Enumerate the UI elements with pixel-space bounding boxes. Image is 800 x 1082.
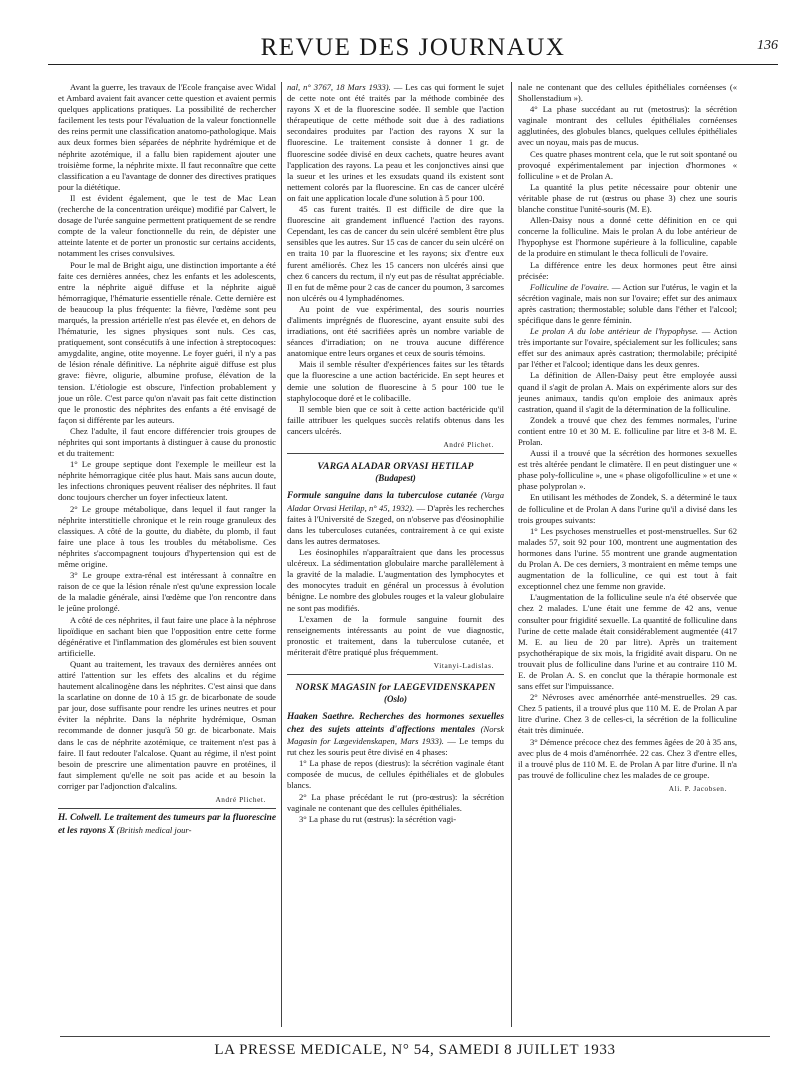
paragraph: Ces quatre phases montrent cela, que le rut soit spontané ou provoqué expérimentalement par injection d'hormones « folliculine » et de Prolan A. — [518, 148, 737, 181]
paragraph: Il semble bien que ce soit à cette action bactéricide qu'il faille attribuer les quelques succès relatifs obtenus dans les cancers ulcérés. — [287, 403, 504, 436]
paragraph-lead: Folliculine de l'ovaire. — [530, 281, 610, 292]
page-footer — [60, 1036, 770, 1060]
divider — [287, 453, 504, 454]
paragraph-lead: Le prolan A du lobe antérieur de l'hypophyse. — [530, 326, 699, 337]
article-heading — [287, 711, 504, 758]
journal-section-title: REVUE DES JOURNAUX — [260, 34, 566, 61]
footer-rule — [60, 1036, 770, 1037]
page-number: 136 — [757, 38, 778, 53]
paragraph: 3° Démence précoce chez des femmes âgées de 20 à 35 ans, avec plus de 4 mois d'aménorrhée. 22 cas. Chez 3 d'entre elles, il a trouvé plus de 110 M. E. de Prolan A par litre d'urine. Il n'a pas trouvé de folliculine chez les malades de ce groupe. — [518, 736, 737, 780]
author-signature: André Plichet. — [443, 440, 494, 449]
paragraph: Pour le mal de Bright aigu, une distinction importante a été faite ces dernières années, chez les enfants et les adolescents, entre la néphrite aiguë diffuse et la néphrite aiguë hémorragique, l'hématurie essentielle rénale. Cette dernière est de beaucoup la plus fréquente: la fièvre, l'œdème sont peu marqués, la pression artérielle n'est pas élevée et, en dehors de l'hématurie, les signes physiques sont nuls. Ces cas, pratiquement, sont consécutifs à une infection à streptocoques: amygdalite, angine, otite moyenne. Le foyer guéri, il n'y a pas de lésion rénale définitive. La néphrite aiguë diffuse est plus grave: fièvre, oligurie, albumine profuse, élévation de la tension. L'étiologie est obscure, l'infection probablement y joue un rôle. C'est parce qu'on n'avait pas fait cette distinction que le pronostic des néphrites des enfants a été envisagé de façon si différente par les auteurs. — [58, 259, 276, 425]
divider — [58, 808, 276, 809]
footer-text: LA PRESSE MEDICALE, N° 54, SAMEDI 8 JUILLET 1933 — [214, 1042, 616, 1058]
paragraph: nale ne contenant que des cellules épithéliales cornéenses (« Shollenstadium »). — [518, 82, 737, 104]
paragraph: La quantité la plus petite nécessaire pour obtenir une véritable phase de rut (œstrus ou phase 3) chez une souris blanche constitue l'unité-souris (M. E). — [518, 181, 737, 215]
article-reference: nal, n° 3767, 18 Mars 1933). — [287, 82, 391, 92]
paragraph: 2° Névroses avec aménorrhée anté-menstruelles. 29 cas. Chez 5 patients, il a trouvé plus que 110 M. E. de Prolan A par litre d'urine. Chez 3 de celles-ci, la sécrétion de la folliculine était très diminuée. — [518, 692, 737, 736]
paragraph-text: — Les cas qui forment le sujet de cette note ont été traités par la méthode combinée des rayons X et de la fluorescine sodée. Il semble que l'action thérapeutique de cette méthode soit due à des radiations secondaires produites par l'action des rayons X sur la fluorescine. Le traitement consiste à donner 1 gr. de fluorescine sodée divisé en deux cachets, quatre heures avant l'application des rayons. La peau et les conjonctives ainsi que la sueur et les urines et les exsudats quand ils existent sont nettement colorés par la fluorescine. En cas de cancer ulcéré on fait une application locale d'une solution à 5 pour 100. — [287, 82, 504, 203]
paragraph — [287, 82, 504, 204]
paragraph: La définition de Allen-Daisy peut être employée aussi quand il s'agit de prolan A. Mais on expérimente alors sur des jeunes animaux, tandis qu'on emploie des animaux après castration, quand il s'agit de la détermination de la folliculine. — [518, 370, 737, 414]
paragraph: 2° La phase précédant le rut (pro-œstrus): la sécrétion vaginale ne contenant que des cellules épithéliales. — [287, 791, 504, 813]
paragraph: A côté de ces néphrites, il faut faire une place à la néphrose lipoïdique en sachant bien que l'opposition entre cette forme dégénérative et l'inflammation des glomérules est bien souvent artificielle. — [58, 614, 276, 658]
journal-city: (Budapest) — [375, 473, 416, 484]
header-rule — [48, 64, 778, 65]
article-reference: (Norsk Magasin for Lægevidenskapen, Mars 1933). — [287, 723, 504, 747]
journal-city: (Oslo) — [384, 694, 407, 705]
article-reference: (Varga Aladar Orvasi Hetilap, n° 45, 1932). — [287, 490, 504, 513]
paragraph: 1° La phase de repos (diestrus): la sécrétion vaginale étant composée de mucus, de cellules épithéliales et de globules blancs. — [287, 758, 504, 791]
article-heading — [287, 490, 504, 547]
paragraph: 45 cas furent traités. Il est difficile de dire que la fluorescine ait grandement influencé l'action des rayons. Cependant, les cas de cancer du sein ulcéré semblent être plus sensibles que les autres. Sur 15 cas de cancer du sein ulcéré on en traita 10 par la fluorescine et les rayons; six d'entre eux furent améliorés. Chez les 15 cancers non ulcérés ainsi que chez 6 cancers du rectum, il n'y eut pas de résultat appréciable. Il en fut de même pour 2 cas de cancer du poumon, 3 sarcomes non ulcérés ou 4 lymphadénomes. — [287, 204, 504, 303]
article-title: Haaken Saethre. Recherches des hormones sexuelles chez des sujets atteints d'affections mentales — [287, 712, 504, 735]
column-2 — [287, 82, 504, 1027]
paragraph-text: — D'après les recherches faites à l'Université de Szeged, on n'observe pas d'éosinophilie dans les tuberculoses cutanées, contrairement à ce qui existe dans les autres dermatoses. — [287, 502, 504, 546]
paragraph: L'augmentation de la folliculine seule n'a été observée que chez 2 malades. L'une était une femme de 42 ans, venue consulter pour frigidité sexuelle. La quantité de folliculine dans l'urine de cette malade était considérablement augmentée (417 M. E. au lieu de 20 par litre). Après un traitement psychothérapique de six mois, la frigidité avait disparu. On ne trouvait plus de folliculine dans l'urine et au contraire 110 M. E. de Prolan A. S. en conclut que la thérapie hormonale est sans effet sur l'impuissance. — [518, 592, 737, 692]
column-3 — [518, 82, 737, 1027]
paragraph: 1° Les psychoses menstruelles et post-menstruelles. Sur 62 malades 57, soit 92 pour 100, montrent une augmentation des hormones dans l'urine. 55 montrent une grande augmentation du Prolan A. De ces derniers, 3 montraient en même temps une augmentation de la folliculine, ce qui est tout à fait exceptionnel chez une femme non gravide. — [518, 525, 737, 592]
paragraph-text: — Le temps du rut chez les souris peut être divisé en 4 phases: — [287, 736, 504, 758]
article-reference: (British medical jour- — [116, 824, 192, 835]
author-signature: Ali. P. Jacobsen. — [668, 783, 727, 793]
paragraph: La différence entre les deux hormones peut être ainsi précisée: — [518, 259, 737, 281]
paragraph: 4° La phase succédant au rut (metostrus): la sécrétion vaginale montrant des cellules épithéliales cornéenses agglutinées, des globules blancs, quelques cellules épithéliales avec un noyau, mais pas de mucus. — [518, 104, 737, 148]
paragraph: Mais il semble résulter d'expériences faites sur les têtards que la fluorescine a une action bactéricide. En sept heures et demie une solution de fluorescine à 5 pour 100 tue le staphylocoque doré et le colibacille. — [287, 359, 504, 403]
author-signature: Vitanyi-Ladislas. — [433, 661, 494, 670]
paragraph: Aussi il a trouvé que la sécrétion des hormones sexuelles est très altérée pendant le climatère. Il en peut distinguer une « phase poly-folliculine », une « phase oligofolliculine » et une « phase polyprolan ». — [518, 448, 737, 492]
paragraph: Zondek a trouvé que chez des femmes normales, l'urine contient entre 10 et 30 M. E. folliculine par litre et 3-8 M. E. Prolan. — [518, 414, 737, 447]
paragraph-text: — Action très importante sur l'ovaire, spécialement sur les follicules; sans effet sur des animaux après castration; thermolabile; précipité par l'éther et l'alcool; identique dans les deux genres. — [518, 326, 737, 370]
paragraph: Les éosinophiles n'apparaîtraient que dans les processus ulcéreux. La sédimentation globulaire marche parallèlement à la gravité de la maladie. L'augmentation des lymphocytes et des monocytes traduit en général un processus à évolution bénigne. Le nombre des globules rouges et la valeur globulaire ne sont pas modifiés. — [287, 547, 504, 613]
paragraph — [518, 326, 737, 370]
author-signature: André Plichet. — [215, 795, 266, 804]
article-title: H. Colwell. Le traitement des tumeurs par la fluorescine et les rayons X — [58, 813, 276, 836]
paragraph — [518, 282, 737, 326]
paragraph: Quant au traitement, les travaux des dernières années ont attiré l'attention sur les effets des alcalins et du régime hautement alcalinogène dans les néphrites. C'est ainsi que dans la scarlatine on donne de 10 à 15 gr. de bicarbonate de soude par jour, dose suffisante pour rendre les urines neutres et pour éviter la néphrite. Dans la néphrite hydrémique, Osman recommande de donner jusqu'à 50 gr. de bicarbonate. Mais dans le cas de néphrite azotémique, ce traitement n'est pas à faire. Il faut redouter l'alcalose. Quant au régime, il n'est point besoin de prescrire une alimentation pauvre en protéines, il faut simplement qu'elle ne soit pas acide et au besoin la corriger par l'adjonction d'alcalins. — [58, 658, 276, 791]
article-title: Formule sanguine dans la tuberculose cutanée — [287, 491, 478, 502]
paragraph-text: — Action sur l'utérus, le vagin et la sécrétion vaginale, mais non sur l'ovaire; effet sur des animaux après castration; thermostable; soluble dans l'éther et l'alcool; spécifique dans le genre féminin. — [518, 281, 737, 325]
paragraph: Chez l'adulte, il faut encore différencier trois groupes de néphrites qui sont importants à distinguer à cause du pronostic et du traitement: — [58, 425, 276, 459]
paragraph: 3° Le groupe extra-rénal est intéressant à connaître en raison de ce que la lésion rénale n'est qu'une expression locale de la maladie générale, ainsi l'œdème que l'on rencontre dans le jeûne prolongé. — [58, 570, 276, 614]
page-header — [48, 30, 778, 66]
journal-name: VARGA ALADAR ORVASI HETILAP — [317, 462, 474, 473]
divider — [287, 674, 504, 675]
journal-name: NORSK MAGASIN for LAEGEVIDENSKAPEN — [295, 683, 496, 694]
paragraph: L'examen de la formule sanguine fournit des renseignements intéressants au point de vue diagnostic, pronostic et traitement, dans la tuberculose cutanée, et mériterait d'être pratiqué plus fréquemment. — [287, 613, 504, 657]
paragraph: Allen-Daisy nous a donné cette définition en ce qui concerne la folliculine. Mais le prolan A du lobe antérieur de l'hypophyse est l'hormone supérieure à la folliculine, capable de la produire en stimulant le theca folliculi de l'ovaire. — [518, 215, 737, 259]
paragraph: 2° Le groupe métabolique, dans lequel il faut ranger la néphrite interstitielle chronique et le rein rouge granuleux des classiques. A côté de la goutte, du diabète, du plomb, il faut faire une place à tous les troubles du métabolisme. Ces néphrites s'accompagnent toujours d'hypertension qui est de même origine. — [58, 503, 276, 570]
paragraph: En utilisant les méthodes de Zondek, S. a déterminé le taux de folliculine et de Prolan A dans l'urine qu'il a divisé dans les trois groupes suivants: — [518, 492, 737, 525]
column-1 — [58, 82, 276, 1027]
paragraph: Avant la guerre, les travaux de l'Ecole française avec Widal et Ambard avaient fait avancer cette question et avaient permis quelques applications pratiques. La possibilité de rechercher facilement les tests pour l'évaluation de la valeur fonctionnelle des reins permit une classification anatomo-pathologique. Mais aux deux formes bien séparées de néphrite hydrémique et de néphrite azotémique, il a fallu bien rapidement ajouter une troisième forme, la néphrite mixte. Il faut reconnaître que cette classification a eu l'avantage de donner des directives pratiques pour la diététique. — [58, 82, 276, 192]
paragraph: 1° Le groupe septique dont l'exemple le meilleur est la néphrite hémorragique citée plus haut. Mais sans aucun doute, les infections chroniques peuvent réaliser des néphrites. Il faut donc toujours chercher un foyer infectieux latent. — [58, 459, 276, 503]
column-rule — [511, 82, 512, 1027]
column-rule — [281, 82, 282, 1027]
paragraph: 3° La phase du rut (œstrus): la sécrétion vagi- — [299, 813, 457, 824]
paragraph: Au point de vue expérimental, des souris nourries d'aliments imprégnés de fluorescine, ayant ensuite subi des irradiations, ont été sacrifiées après un nombre variable de séances d'irradiation; on ne trouva aucune différence anatomique entre leurs organes et ceux de souris témoins. — [287, 303, 504, 359]
paragraph: Il est évident également, que le test de Mac Lean (recherche de la concentration uréique) modifié par Calvert, le dosage de l'urée sanguine permettent pratiquement de se rendre compte de la valeur fonctionnelle du rein, de dépister une atteinte latente et de porter un pronostic sur certains accidents, notamment les crises convulsives. — [58, 192, 276, 259]
article-heading — [58, 812, 276, 837]
